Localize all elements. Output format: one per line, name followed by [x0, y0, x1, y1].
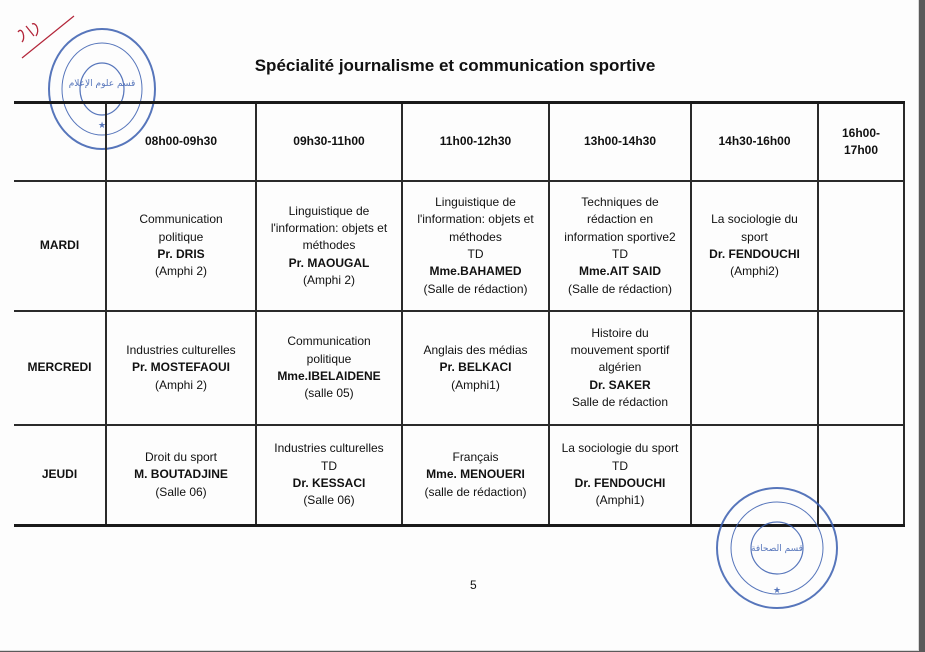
time-slot-header: 14h30-16h00	[691, 103, 818, 182]
course-cell	[549, 181, 691, 311]
course-text: algérien	[598, 360, 642, 375]
room-text: (Amphi1)	[451, 377, 500, 392]
room-text: Salle de rédaction	[571, 395, 669, 410]
course-text: La sociologie du sport	[561, 441, 679, 456]
time-slot-header: 16h00- 17h00	[818, 103, 904, 182]
course-text: Français	[452, 449, 499, 464]
course-text: l'information: objets et	[270, 220, 388, 235]
course-cell	[106, 181, 256, 311]
teacher-name: Dr. FENDOUCHI	[574, 476, 666, 490]
time-slot-header: 08h00-09h30	[106, 103, 256, 182]
page-title: Spécialité journalisme et communication sportive	[254, 56, 656, 75]
course-cell	[818, 181, 904, 311]
room-text: (Salle 06)	[303, 493, 355, 508]
teacher-name: Mme.IBELAIDENE	[277, 369, 381, 383]
teacher-name: Mme. MENOUERI	[426, 467, 525, 482]
course-text: Industries culturelles	[274, 441, 384, 456]
room-text: (Salle 06)	[155, 484, 207, 499]
course-text: méthodes	[302, 238, 356, 253]
official-stamp-bottom	[716, 487, 838, 609]
time-slot-header: 13h00-14h30	[549, 103, 691, 182]
room-text: (Amphi 2)	[302, 273, 355, 288]
course-text: TD	[612, 247, 628, 261]
course-cell	[256, 425, 402, 526]
room-text: (Salle de rédaction)	[567, 281, 673, 296]
course-cell	[691, 311, 818, 425]
course-cell	[106, 311, 256, 425]
course-text: l'information: objets et	[417, 212, 534, 227]
svg-text:قسم علوم الإعلام: قسم علوم الإعلام	[68, 79, 136, 89]
time-slot-header: 11h00-12h30	[402, 103, 549, 182]
course-text: rédaction en	[586, 212, 654, 227]
svg-text:قسم الصحافة: قسم الصحافة	[751, 544, 803, 554]
course-text: Linguistique de	[435, 194, 516, 209]
room-text: (Salle de rédaction)	[423, 281, 528, 296]
teacher-name: Pr. MOSTEFAOUI	[131, 360, 230, 375]
svg-text:★: ★	[97, 121, 107, 131]
course-cell	[691, 181, 818, 311]
course-text: Droit du sport	[144, 449, 218, 464]
teacher-name: Dr. FENDOUCHI	[709, 247, 800, 261]
timetable	[14, 101, 905, 527]
course-cell	[402, 181, 549, 311]
teacher-name: Pr. BELKACI	[439, 360, 512, 375]
teacher-name: Pr. MAOUGAL	[288, 255, 370, 270]
course-text: mouvement sportif	[570, 342, 670, 357]
course-cell	[549, 311, 691, 425]
teacher-name: Pr. DRIS	[157, 247, 205, 261]
course-cell	[818, 311, 904, 425]
day-row	[14, 181, 904, 311]
course-cell	[256, 311, 402, 425]
day-label: MERCREDI	[14, 311, 106, 425]
room-text: (Amphi2)	[730, 264, 779, 279]
room-text: (Amphi 2)	[154, 264, 207, 279]
course-text: TD	[321, 458, 337, 473]
room-text: (salle de rédaction)	[424, 484, 527, 499]
room-text: (salle 05)	[304, 386, 354, 401]
day-label: MARDI	[14, 181, 106, 311]
course-text: politique	[158, 229, 204, 244]
course-text: politique	[306, 351, 352, 366]
teacher-name: Dr. KESSACI	[292, 476, 366, 490]
page-number: 5	[470, 578, 477, 592]
day-row	[14, 311, 904, 425]
course-text: Communication	[139, 212, 223, 227]
teacher-name: M. BOUTADJINE	[134, 467, 228, 482]
course-cell	[106, 425, 256, 526]
day-label: JEUDI	[14, 425, 106, 526]
teacher-name: Mme.AIT SAID	[578, 264, 661, 279]
course-text: information sportive2	[564, 229, 676, 244]
course-cell	[549, 425, 691, 526]
course-text: Techniques de	[581, 194, 659, 209]
teacher-name: Mme.BAHAMED	[429, 264, 522, 279]
course-text: Communication	[287, 334, 371, 349]
room-text: (Amphi 2)	[154, 377, 207, 392]
header-row	[14, 103, 904, 182]
course-text: La sociologie du	[711, 212, 798, 227]
course-text: Industries culturelles	[126, 342, 236, 357]
course-text: TD	[467, 247, 484, 261]
course-cell	[256, 181, 402, 311]
corner-cell	[14, 103, 106, 182]
course-text: Linguistique de	[288, 203, 370, 218]
course-text: Anglais des médias	[423, 342, 528, 357]
teacher-name: Dr. SAKER	[589, 377, 651, 392]
course-cell	[402, 425, 549, 526]
course-text: sport	[741, 229, 768, 244]
course-cell	[402, 311, 549, 425]
time-slot-header: 09h30-11h00	[256, 103, 402, 182]
course-text: méthodes	[449, 229, 502, 244]
course-text: TD	[612, 458, 628, 473]
official-stamp-icon	[718, 489, 836, 607]
room-text: (Amphi1)	[595, 493, 645, 508]
course-text: Histoire du	[591, 325, 649, 340]
svg-text:★: ★	[772, 586, 782, 596]
